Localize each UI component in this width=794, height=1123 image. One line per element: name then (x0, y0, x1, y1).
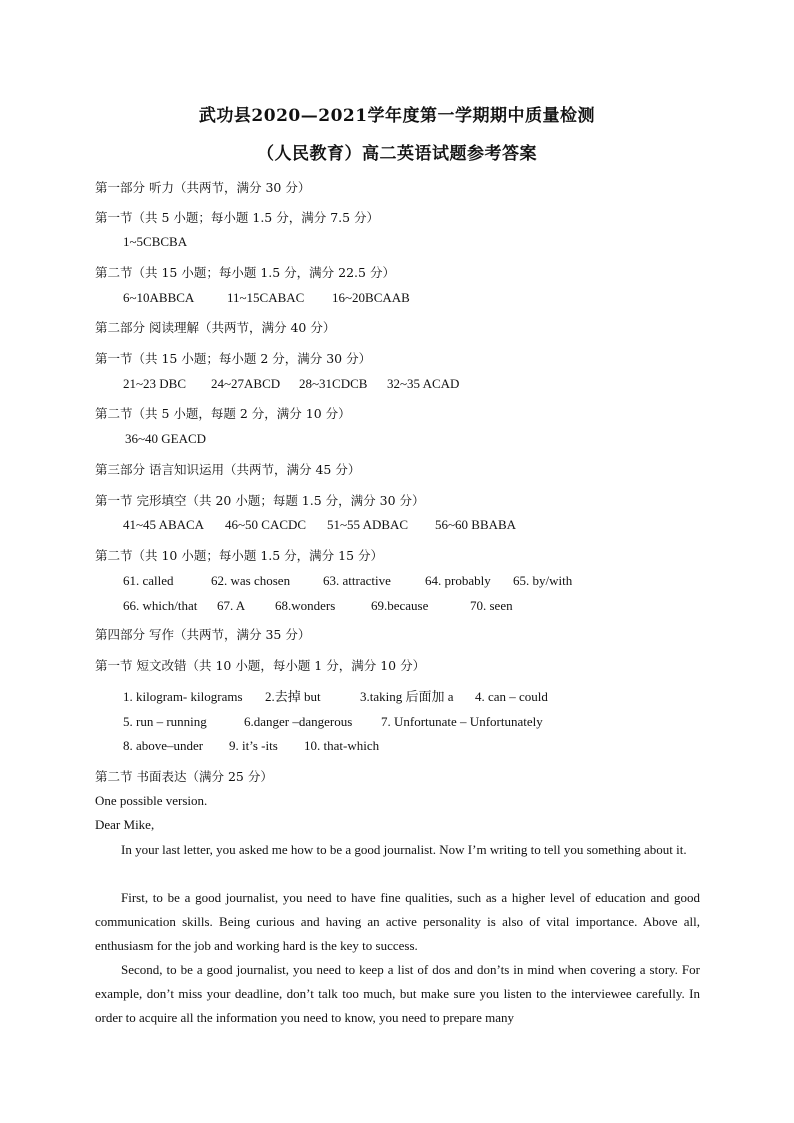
answer-item: 3.taking 后面加 a (360, 689, 454, 704)
part3-section2-answers-row1 (123, 573, 572, 589)
part1-section1-answers (123, 234, 187, 250)
answer-item: 66. which/that (123, 598, 198, 613)
essay-paragraph (95, 838, 700, 862)
answer-item: 9. it’s -its (229, 738, 278, 753)
answer-group: 6~10ABBCA (123, 290, 195, 305)
answer-item: 61. called (123, 573, 174, 588)
answer-item: 63. attractive (323, 573, 391, 588)
part1-section2-heading: 第二节（共 15 小题；每小题 1.5 分，满分 22.5 分） (95, 265, 395, 280)
part1-section2-answers (123, 290, 410, 306)
part2-section2-heading: 第二节（共 5 小题，每题 2 分，满分 10 分） (95, 406, 351, 421)
answer-item: 68.wonders (275, 598, 336, 613)
part3-section2-heading: 第二节（共 10 小题；每小题 1.5 分，满分 15 分） (95, 548, 384, 563)
answer-item: 6.danger –dangerous (244, 714, 353, 729)
part3-section1-answers (123, 517, 516, 533)
answer-group: 16~20BCAAB (332, 290, 410, 305)
part4-section1-answers-row1 (123, 686, 548, 705)
essay-paragraph (95, 886, 700, 958)
document-subtitle: （人民教育）高二英语试题参考答案 (257, 144, 537, 164)
essay-paragraph-text: First, to be a good journalist, you need to have fine qualities, such as a higher level of education and good communication skills. Being curious and having an active personality is also of vital importance. Above all, enthusiasm for the job and working hard is the key to success. (95, 890, 700, 953)
answer-group: 32~35 ACAD (387, 376, 460, 391)
essay-greeting: Dear Mike, (95, 817, 155, 832)
answer-item: 69.because (371, 598, 429, 613)
answer-group: 56~60 BBABA (435, 517, 517, 532)
part2-section1-heading: 第一节（共 15 小题；每小题 2 分，满分 30 分） (95, 351, 372, 366)
answer-item: 4. can – could (475, 689, 548, 704)
part3-heading: 第三部分 语言知识运用（共两节，满分 45 分） (95, 462, 361, 477)
part4-heading: 第四部分 写作（共两节，满分 35 分） (95, 627, 311, 642)
answer-item: 2.去掉 but (265, 689, 321, 704)
part3-section2-answers-row2 (123, 598, 513, 614)
answer-item: 8. above–under (123, 738, 204, 753)
document-title: 武功县2020—2021学年度第一学期期中质量检测 (198, 106, 596, 126)
part2-section2-answers (125, 431, 206, 447)
answer-item: 1. kilogram- kilograms (123, 689, 243, 704)
answer-item: 10. that-which (304, 738, 380, 753)
answer-group: 36~40 GEACD (125, 431, 207, 446)
answer-item: 5. run – running (123, 714, 207, 729)
essay-paragraph-text: Second, to be a good journalist, you need to keep a list of dos and don’ts in mind when covering a story. For example, don’t miss your deadline, don’t talk too much, but make sure you listen to the interviewee carefully. In order to acquire all the information you need to know, you need to prepare many (95, 962, 700, 1025)
part1-section1-heading: 第一节（共 5 小题；每小题 1.5 分，满分 7.5 分） (95, 210, 380, 225)
answer-group: 41~45 ABACA (123, 517, 205, 532)
part4-section1-answers-row3 (123, 738, 379, 754)
answer-item: 64. probably (425, 573, 491, 588)
part4-section1-answers-row2 (123, 714, 543, 730)
part2-heading: 第二部分 阅读理解（共两节，满分 40 分） (95, 320, 336, 335)
answer-item: 7. Unfortunate – Unfortunately (381, 714, 543, 729)
answer-item: 65. by/with (513, 573, 573, 588)
answer-group: 28~31CDCB (299, 376, 368, 391)
answer-group: 46~50 CACDC (225, 517, 307, 532)
part4-section2-heading: 第二节 书面表达（满分 25 分） (95, 769, 273, 784)
answer-item: 62. was chosen (211, 573, 291, 588)
essay-version-label: One possible version. (95, 793, 208, 808)
part3-section1-heading: 第一节 完形填空（共 20 小题；每题 1.5 分，满分 30 分） (95, 493, 425, 508)
answer-group: 1~5CBCBA (123, 234, 188, 249)
answer-group: 51~55 ADBAC (327, 517, 409, 532)
essay-paragraph-text: In your last letter, you asked me how to be a good journalist. Now I’m writing to tell you something about it. (121, 842, 687, 857)
answer-item: 67. A (217, 598, 246, 613)
part2-section1-answers (123, 376, 459, 392)
part1-heading: 第一部分 听力（共两节，满分 30 分） (95, 180, 311, 195)
answer-group: 21~23 DBC (123, 376, 187, 391)
answer-item: 70. seen (470, 598, 513, 613)
essay-paragraph (95, 958, 700, 1030)
answer-group: 11~15CABAC (227, 290, 305, 305)
part4-section1-heading: 第一节 短文改错（共 10 小题，每小题 1 分，满分 10 分） (95, 658, 426, 673)
answer-group: 24~27ABCD (211, 376, 281, 391)
